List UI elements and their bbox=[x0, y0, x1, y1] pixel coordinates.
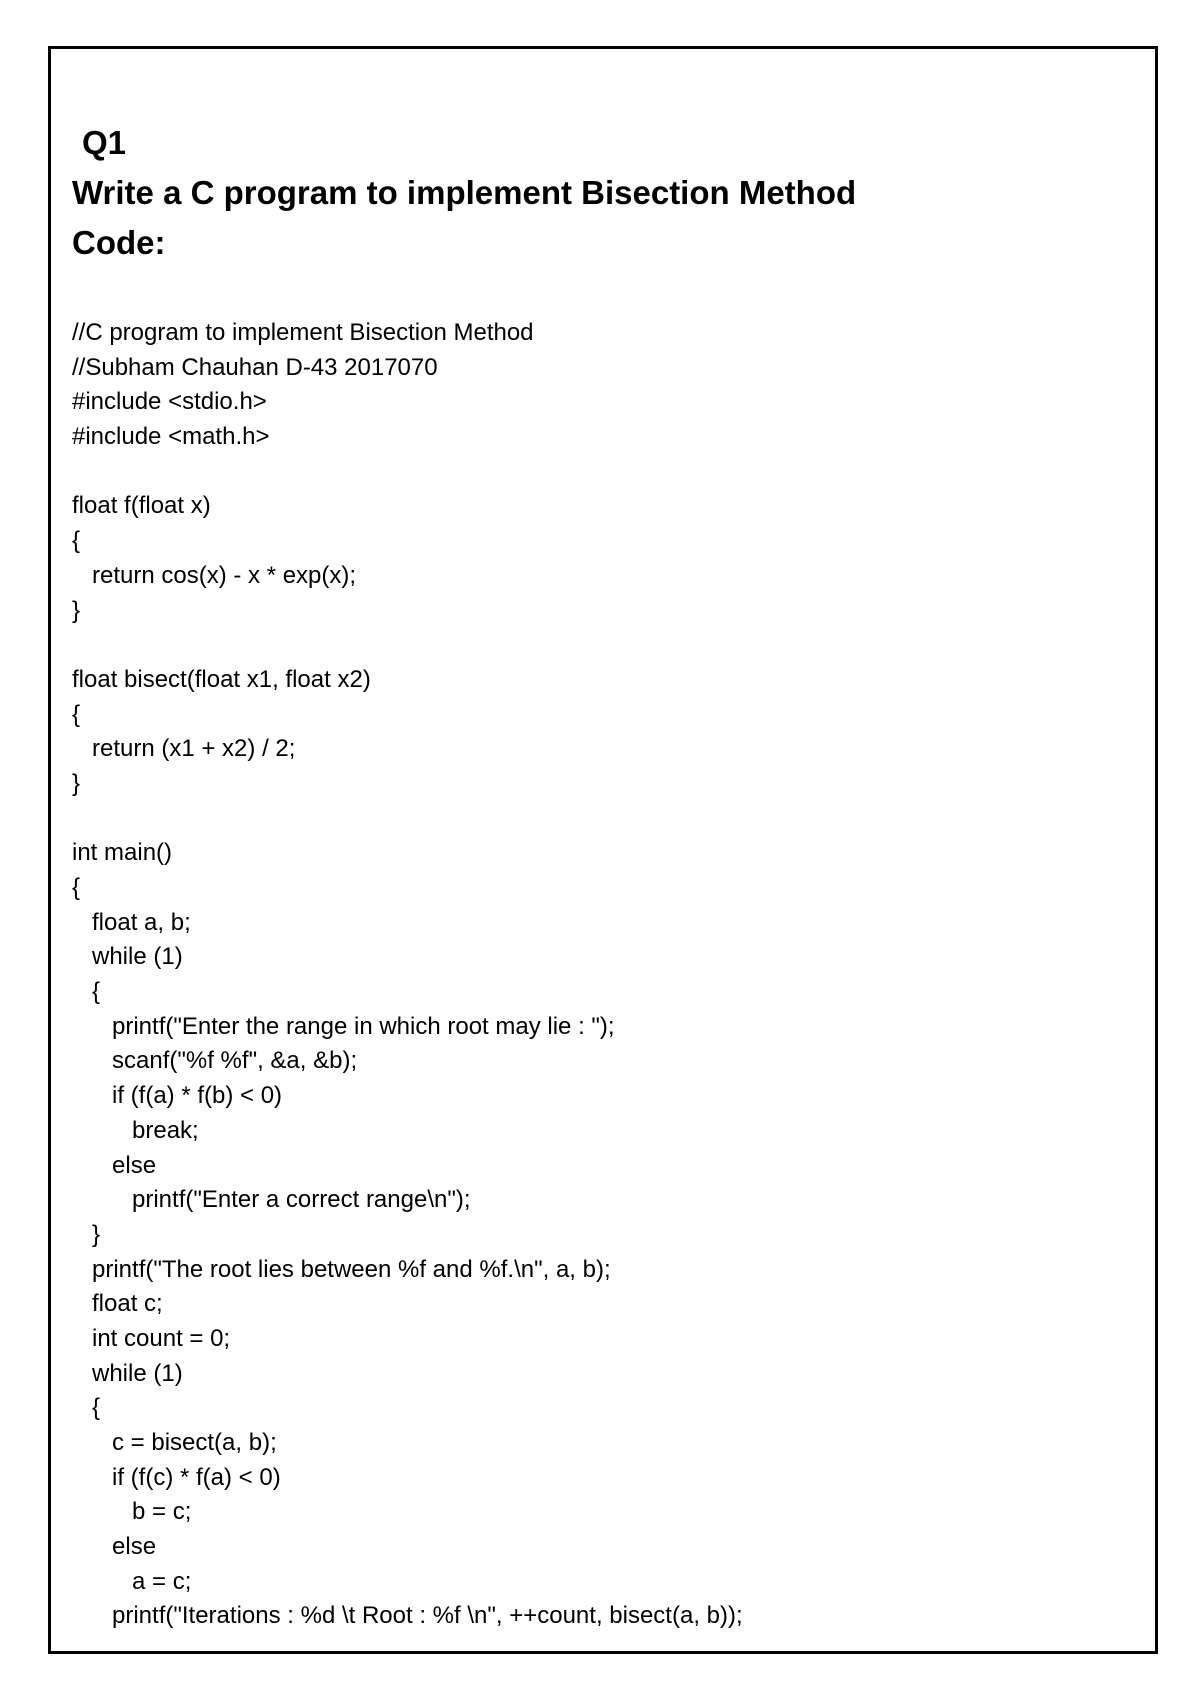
code-line: { bbox=[72, 1394, 101, 1422]
code-line: { bbox=[72, 874, 81, 901]
code-line: else bbox=[72, 1151, 157, 1179]
code-line: else bbox=[72, 1533, 157, 1561]
code-line bbox=[72, 628, 743, 663]
code-line: a = c; bbox=[72, 1567, 192, 1595]
code-line: { bbox=[72, 527, 81, 555]
code-line: { bbox=[72, 700, 81, 728]
code-line: //Subham Chauhan D-43 2017070 bbox=[72, 353, 438, 381]
task-title: Write a C program to implement Bisection Method bbox=[72, 174, 857, 211]
code-line: int main() bbox=[72, 839, 173, 867]
question-number: Q1 bbox=[82, 124, 127, 161]
code-line: scanf("%f %f", &a, &b); bbox=[72, 1047, 358, 1075]
code-label: Code: bbox=[72, 224, 166, 261]
code-line: float bisect(float x1, float x2) bbox=[72, 665, 371, 693]
code-line: while (1) bbox=[72, 943, 183, 971]
code-line: } bbox=[72, 769, 81, 797]
code-line: c = bisect(a, b); bbox=[72, 1429, 277, 1456]
code-line: #include <stdio.h> bbox=[72, 388, 267, 416]
code-line: float c; bbox=[72, 1290, 163, 1318]
code-line: if (f(a) * f(b) < 0) bbox=[72, 1082, 283, 1110]
code-listing bbox=[72, 316, 743, 1634]
code-line: int count = 0; bbox=[72, 1324, 231, 1352]
code-line bbox=[72, 802, 743, 837]
code-line: } bbox=[72, 1220, 101, 1248]
code-line: while (1) bbox=[72, 1359, 183, 1387]
code-line: #include <math.h> bbox=[72, 423, 270, 451]
code-line: if (f(c) * f(a) < 0) bbox=[72, 1463, 281, 1491]
code-line: return (x1 + x2) / 2; bbox=[72, 735, 296, 763]
code-line: //C program to implement Bisection Method bbox=[72, 319, 534, 346]
code-line: b = c; bbox=[72, 1498, 192, 1526]
code-line: } bbox=[72, 596, 81, 624]
code-line: float a, b; bbox=[72, 908, 191, 936]
code-line: return cos(x) - x * exp(x); bbox=[72, 561, 357, 589]
code-line: printf("Iterations : %d \t Root : %f \n", ++count, bisect(a, b)); bbox=[72, 1602, 743, 1630]
code-line: { bbox=[72, 978, 101, 1006]
code-line: printf("The root lies between %f and %f.\n", a, b); bbox=[72, 1255, 611, 1283]
code-line: break; bbox=[72, 1116, 199, 1144]
code-line bbox=[72, 455, 743, 490]
code-line: printf("Enter the range in which root may lie : "); bbox=[72, 1012, 615, 1040]
code-line: printf("Enter a correct range\n"); bbox=[72, 1186, 471, 1214]
code-line: float f(float x) bbox=[72, 492, 211, 520]
